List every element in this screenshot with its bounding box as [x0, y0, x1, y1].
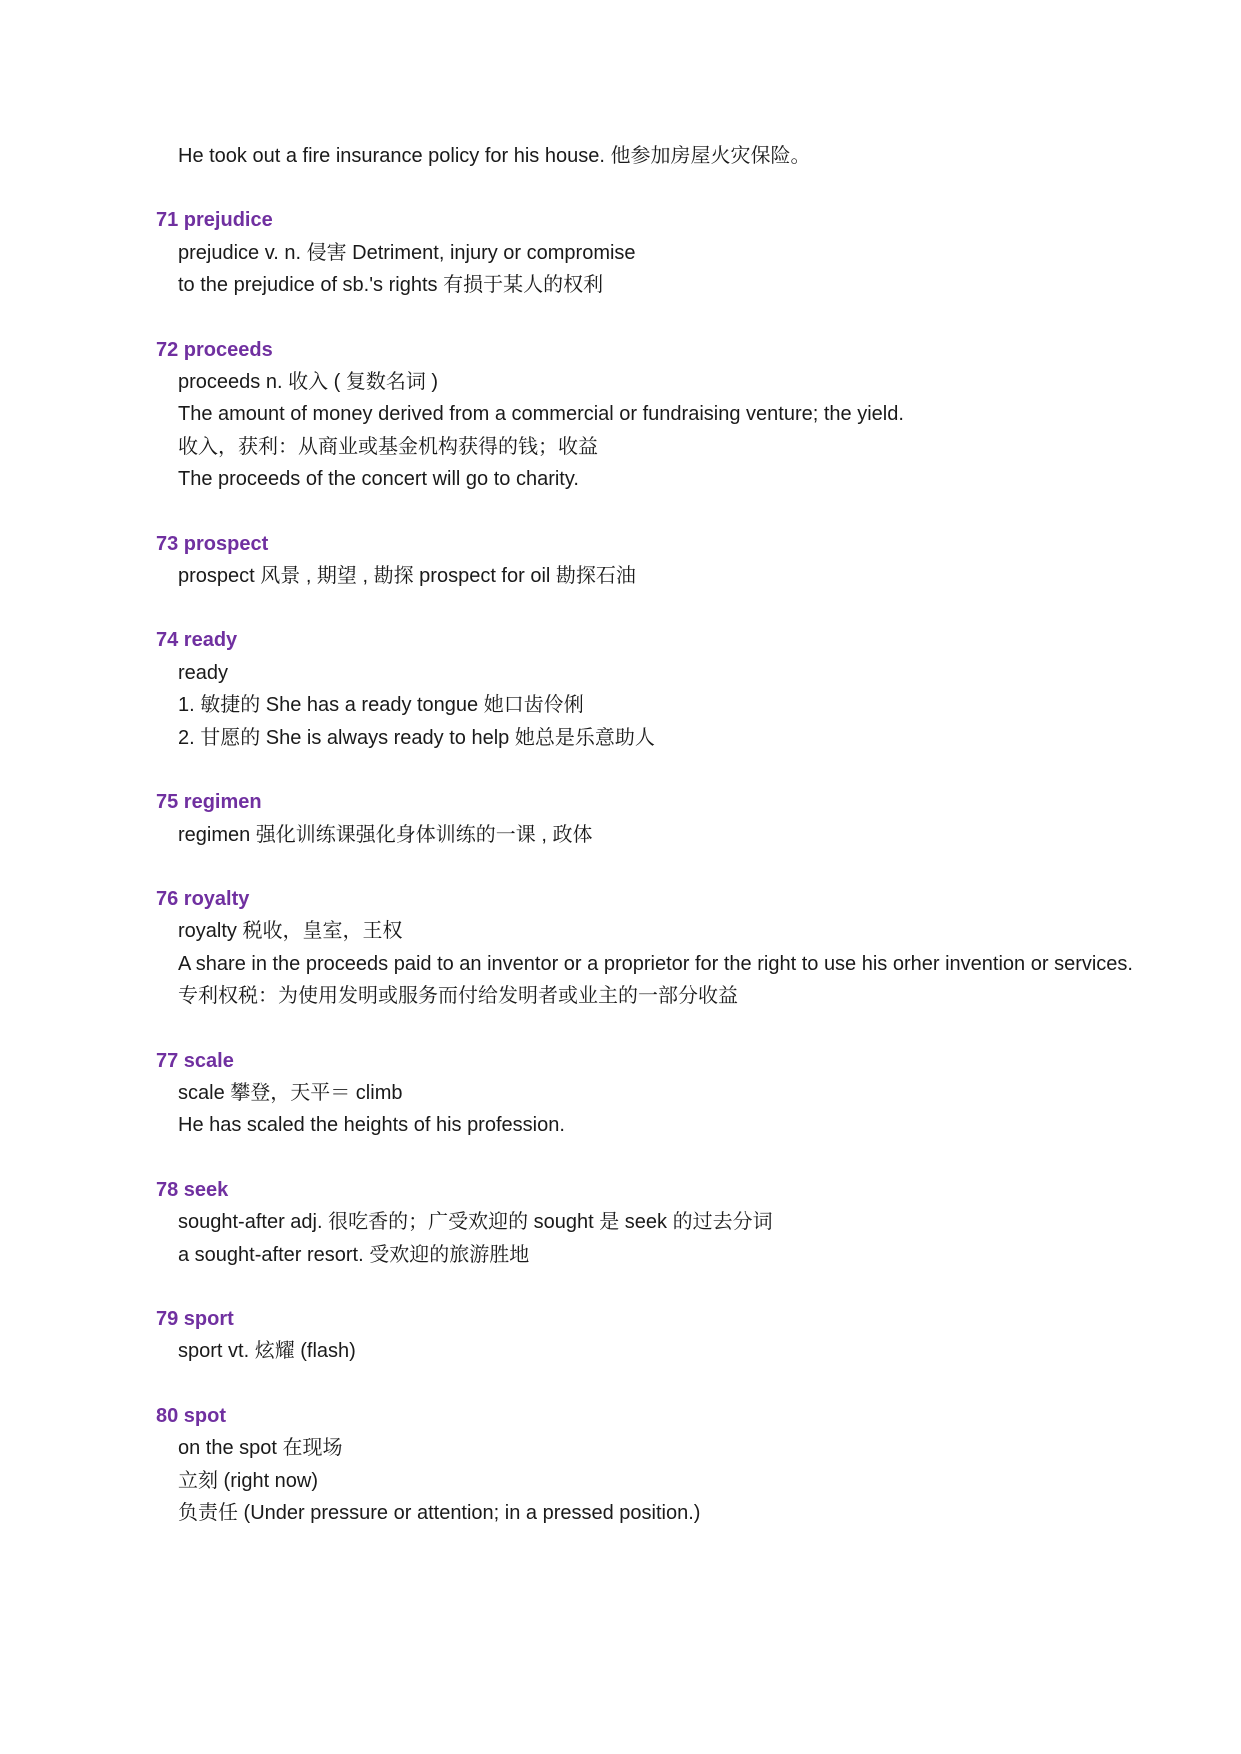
entry-line: prospect 风景 , 期望 , 勘探 prospect for oil 勘探石油 [178, 565, 636, 588]
entry-line: ready [178, 661, 229, 684]
entry-regimen [156, 786, 1166, 851]
entry-heading: 75 regimen [156, 791, 262, 814]
entry-heading: 77 scale [156, 1049, 234, 1072]
entry-prejudice [156, 204, 1166, 301]
entry-line: proceeds n. 收入 ( 复数名词 ) [178, 371, 439, 394]
entry-heading: 79 sport [156, 1307, 234, 1330]
entry-prospect [156, 528, 1166, 593]
entry-heading: 72 proceeds [156, 338, 273, 361]
entry-line: on the spot 在现场 [178, 1437, 343, 1460]
entry-heading: 73 prospect [156, 532, 269, 555]
entry-seek [156, 1174, 1166, 1271]
entry-heading: 78 seek [156, 1178, 229, 1201]
entry-line: a sought-after resort. 受欢迎的旅游胜地 [178, 1243, 530, 1266]
entry-scale [156, 1045, 1166, 1142]
entry-sport [156, 1303, 1166, 1368]
vocabulary-list [156, 140, 1166, 1529]
entry-line: The proceeds of the concert will go to charity. [178, 468, 579, 491]
entry-line: 专利权税：为使用发明或服务而付给发明者或业主的一部分收益 [178, 985, 738, 1008]
entry-proceeds [156, 334, 1166, 496]
entry-line: sport vt. 炫耀 (flash) [178, 1340, 356, 1363]
entry-line: 负责任 (Under pressure or attention; in a pressed position.) [178, 1502, 701, 1524]
entry-line: A share in the proceeds paid to an inventor or a proprietor for the right to use his orher invention or services. [178, 952, 1133, 975]
entry-line: royalty 税收，皇室，王权 [178, 920, 403, 943]
entry-heading: 76 royalty [156, 887, 250, 910]
entry-heading: 80 spot [156, 1404, 227, 1427]
entry-heading: 74 ready [156, 629, 238, 652]
entry-numbered-line: 1. 敏捷的 She has a ready tongue 她口齿伶俐 [178, 694, 584, 717]
entry-heading: 71 prejudice [156, 209, 273, 232]
entry-spot [156, 1400, 1166, 1530]
intro-line: He took out a fire insurance policy for his house. 他参加房屋火灾保险。 [178, 145, 811, 167]
entry-numbered-line: 2. 甘愿的 She is always ready to help 她总是乐意助人 [178, 726, 655, 749]
entry-line: 立刻 (right now) [178, 1469, 319, 1492]
entry-line: prejudice v. n. 侵害 Detriment, injury or compromise [178, 241, 636, 264]
entry-line: 收入，获利：从商业或基金机构获得的钱；收益 [178, 435, 598, 458]
entry-line: He has scaled the heights of his profession. [178, 1114, 565, 1137]
entry-royalty [156, 883, 1166, 1013]
entry-line: regimen 强化训练课强化身体训练的一课 , 政体 [178, 823, 593, 846]
entry-line: sought-after adj. 很吃香的；广受欢迎的 sought 是 seek 的过去分词 [178, 1211, 773, 1234]
entry-line: The amount of money derived from a commercial or fundraising venture; the yield. [178, 403, 904, 426]
entry-line: scale 攀登，天平＝ climb [178, 1081, 403, 1104]
entry-line: to the prejudice of sb.'s rights 有损于某人的权利 [178, 274, 604, 297]
entry-ready [156, 624, 1166, 754]
